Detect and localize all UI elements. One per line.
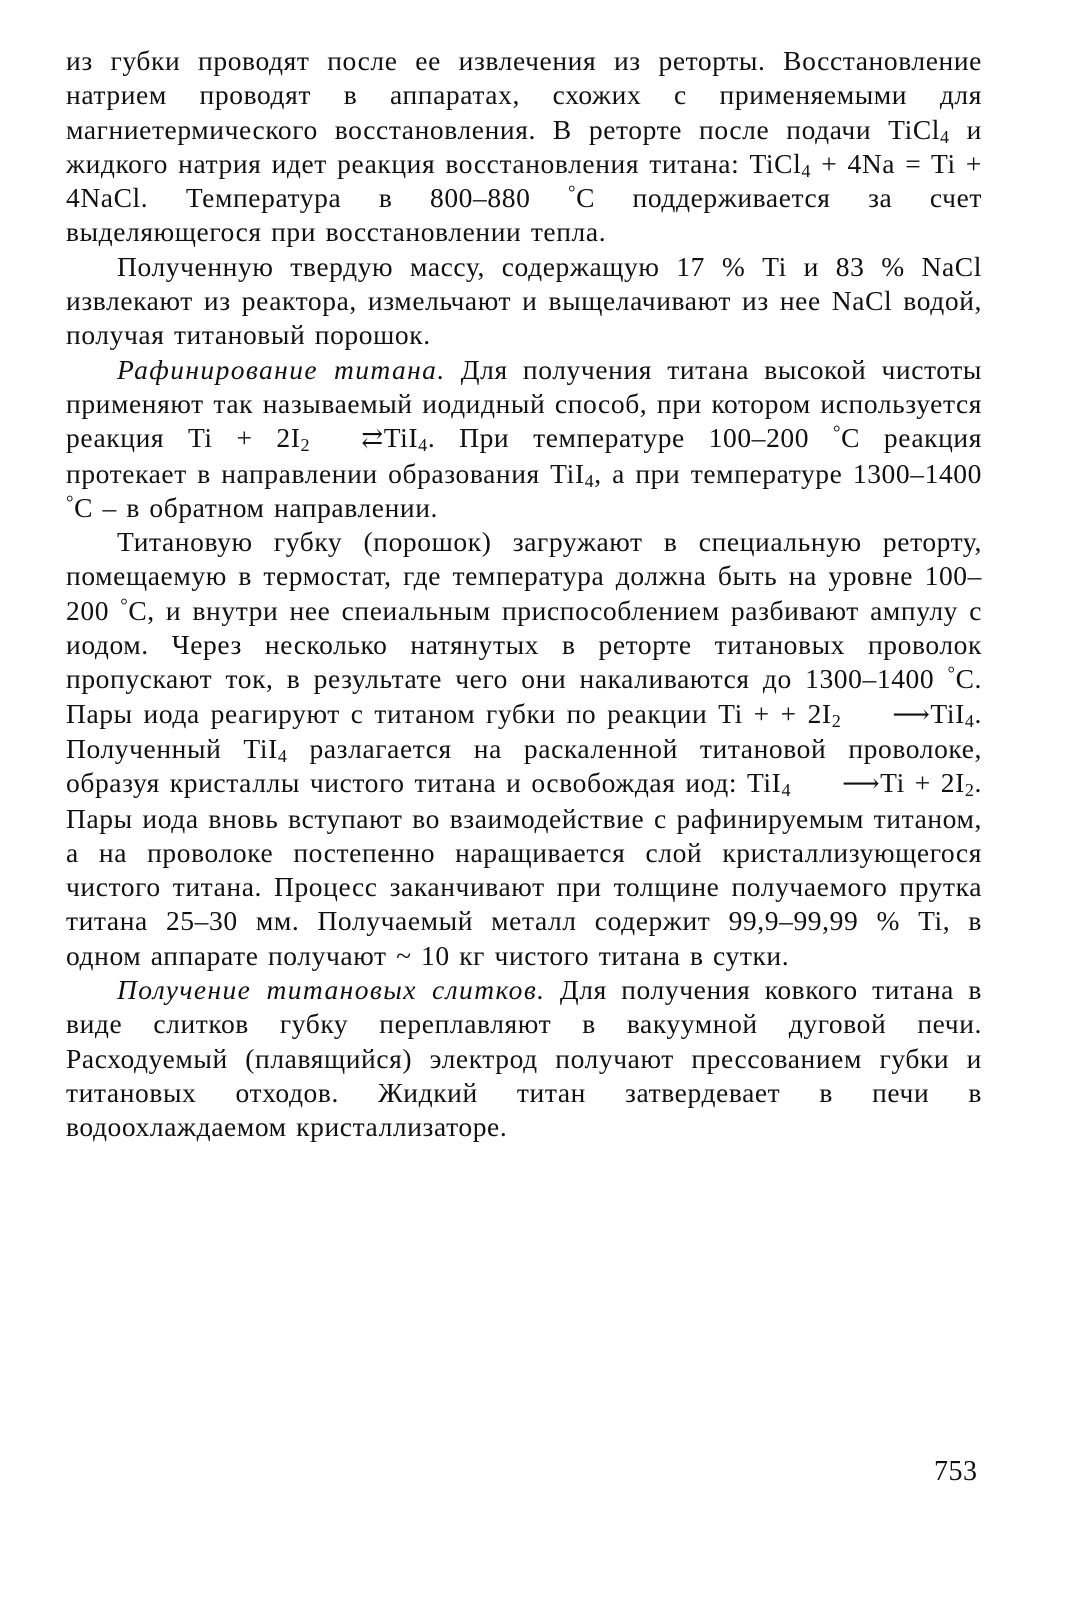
text-run: Для получения ковкого титана в виде слитков губку переплавляют в вакуумной дуговой печи. Расходуемый (плавящийся) электрод получают прессованием губки и титановых отходов. Жидкий титан затвердевает в печи в водоохлаждаемом кристаллизаторе. bbox=[66, 974, 982, 1143]
subscript: 2 bbox=[964, 780, 975, 801]
text-run: C – в обратном направлении. bbox=[74, 491, 439, 523]
text-run: . Пары иода вновь вступают во взаимодействие с рафинируемым титаном, а на проволоке постепенно наращивается слой кристаллизующегося чистого титана. Процесс заканчивают при толщине получаемого прутка титана 25–30 мм. Получаемый металл содержит 99,9–99,99 % Ti, в одном аппарате получают ~ 10 кг чистого титана в сутки. bbox=[66, 767, 982, 971]
degree-sign: ° bbox=[947, 663, 956, 685]
section-heading-ingots: Получение титановых слитков. bbox=[117, 974, 546, 1006]
text-run: разлагается на раскаленной титановой проволоке, образуя кристаллы чистого титана и освобождая иод: TiI bbox=[66, 732, 982, 799]
text-run: C, и внутри нее спеиальным приспособлением разбивают ампулу с иодом. Через несколько натянутых в реторте титановых проволок пропускают ток, в результате чего они накаливаются до 1300–1400 bbox=[66, 594, 982, 695]
subscript: 4 bbox=[940, 126, 950, 147]
text-run: . Полученный TiI bbox=[66, 697, 982, 764]
paragraph-solid-mass bbox=[66, 250, 982, 353]
text-run: , а при температуре 1300–1400 bbox=[594, 457, 982, 489]
subscript: 2 bbox=[831, 710, 842, 731]
text-run: C поддерживается за счет выделяющегося при восстановлении тепла. bbox=[66, 182, 982, 248]
text-run: Полученную твердую массу, содержащую 17 % Ti и 83 % NaCl извлекают из реактора, измельчают и выщелачивают из нее NaCl водой, получая титановый порошок. bbox=[66, 250, 982, 351]
degree-sign: ° bbox=[66, 492, 75, 514]
subscript: 2 bbox=[300, 435, 311, 456]
text-run: . При температуре 100–200 bbox=[427, 422, 833, 454]
subscript: 4 bbox=[277, 745, 288, 766]
text-run: из губки проводят после ее извлечения из реторты. Восстановление натрием проводят в аппаратах, схожих с применяемыми для магниетермического восстановления. В реторте после подачи TiCl bbox=[66, 45, 982, 145]
reaction-arrow-icon: ⟶ bbox=[842, 769, 881, 799]
text-run: TiI bbox=[930, 697, 965, 729]
paragraph-refining bbox=[66, 353, 982, 525]
text-run: C реакция протекает в направлении образования TiI bbox=[66, 422, 982, 489]
text-run: Ti + 2I bbox=[880, 767, 965, 799]
degree-sign: ° bbox=[567, 182, 577, 204]
section-heading-refining: Рафинирование титана. bbox=[117, 353, 446, 385]
page-number: 753 bbox=[934, 1456, 978, 1487]
degree-sign: ° bbox=[832, 422, 842, 444]
text-run: C. Пары иода реагируют с титаном губки по реакции Ti + + 2I bbox=[66, 663, 982, 729]
subscript: 4 bbox=[781, 780, 792, 801]
text-run: + 4Na = Ti + 4NaCl. Температура в 800–880 bbox=[66, 147, 982, 214]
paragraph-iodide-process bbox=[66, 525, 982, 973]
equilibrium-arrow-icon: ⇄ bbox=[361, 424, 384, 454]
text-run: и жидкого натрия идет реакция восстановления титана: TiCl bbox=[66, 113, 982, 179]
paragraph-sodium-reduction bbox=[66, 44, 982, 250]
reaction-arrow-icon: ⟶ bbox=[892, 699, 931, 729]
degree-sign: ° bbox=[120, 595, 129, 617]
paragraph-ingots bbox=[66, 973, 982, 1144]
subscript: 4 bbox=[801, 160, 812, 181]
text-run: Титановую губку (порошок) загружают в специальную реторту, помещаемую в термостат, где температура должна быть на уровне 100–200 bbox=[66, 526, 982, 626]
text-run: Для получения титана высокой чистоты применяют так называемый иодидный способ, при котором используется реакция Ti + 2I bbox=[66, 353, 982, 454]
subscript: 4 bbox=[964, 710, 975, 731]
subscript: 4 bbox=[418, 435, 428, 456]
text-run: TiI bbox=[383, 422, 419, 454]
subscript: 4 bbox=[584, 470, 595, 491]
